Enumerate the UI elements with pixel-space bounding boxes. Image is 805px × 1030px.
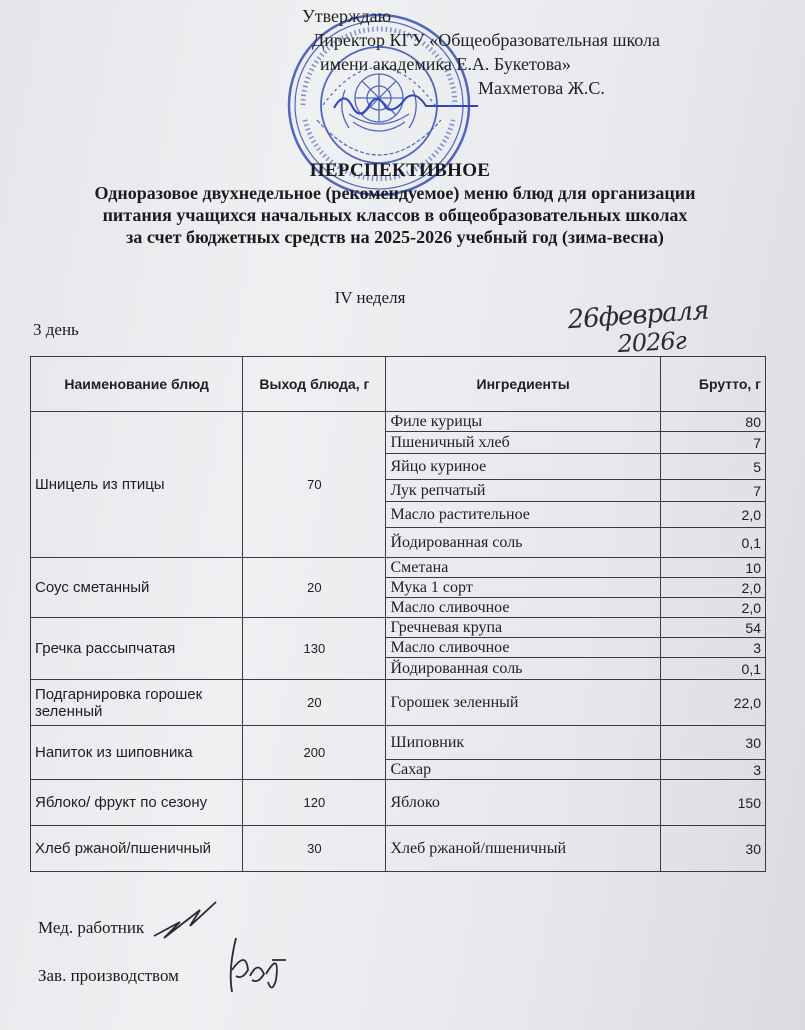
dish-name: Подгарнировка горошек зеленный — [31, 680, 243, 726]
header-yield: Выход блюда, г — [243, 357, 386, 412]
approval-signatory: Махметова Ж.С. — [478, 78, 605, 98]
dish-yield: 30 — [243, 826, 386, 872]
ingredient-brutto: 54 — [660, 618, 765, 638]
week-label: IV неделя — [334, 288, 406, 307]
dish-yield: 200 — [243, 726, 386, 780]
ingredient-name: Пшеничный хлеб — [386, 432, 660, 454]
table-row — [31, 726, 766, 760]
ingredient-brutto: 3 — [660, 760, 765, 780]
ingredient-name: Яблоко — [386, 780, 660, 826]
dish-yield: 120 — [243, 780, 386, 826]
dish-yield: 130 — [243, 618, 386, 680]
production-signature-label: Зав. производством — [38, 966, 179, 985]
svg-text:2026г: 2026г — [616, 326, 687, 358]
day-label: 3 день — [33, 320, 79, 339]
ingredient-name: Шиповник — [386, 726, 660, 760]
dish-name: Соус сметанный — [31, 558, 243, 618]
ingredient-name: Масло растительное — [386, 502, 660, 528]
menu-table — [30, 356, 766, 872]
table-row — [31, 826, 766, 872]
ingredient-brutto: 2,0 — [660, 578, 765, 598]
ingredient-name: Йодированная соль — [386, 528, 660, 558]
dish-yield: 20 — [243, 558, 386, 618]
menu-table-body — [31, 412, 766, 872]
ingredient-brutto: 7 — [660, 480, 765, 502]
ingredient-brutto: 80 — [660, 412, 765, 432]
dish-name: Гречка рассыпчатая — [31, 618, 243, 680]
ingredient-name: Гречневая крупа — [386, 618, 660, 638]
ingredient-brutto: 2,0 — [660, 502, 765, 528]
header-ingredients: Ингредиенты — [386, 357, 660, 412]
svg-text:26февраля: 26февраля — [566, 295, 710, 336]
medic-signature-label: Мед. работник — [38, 918, 145, 937]
ingredient-brutto: 150 — [660, 780, 765, 826]
ingredient-name: Горошек зеленный — [386, 680, 660, 726]
heading-title: ПЕРСПЕКТИВНОЕ — [309, 160, 491, 181]
ingredient-name: Сахар — [386, 760, 660, 780]
ingredient-brutto: 0,1 — [660, 528, 765, 558]
dish-name: Хлеб ржаной/пшеничный — [31, 826, 243, 872]
table-row — [31, 558, 766, 578]
ingredient-brutto: 7 — [660, 432, 765, 454]
table-row — [31, 680, 766, 726]
ingredient-name: Масло сливочное — [386, 638, 660, 658]
table-row — [31, 780, 766, 826]
ingredient-name: Хлеб ржаной/пшеничный — [386, 826, 660, 872]
heading-line-2: Одноразовое двухнедельное (рекомендуемое) меню блюд для организации — [94, 183, 696, 203]
heading-line-4: за счет бюджетных средств на 2025-2026 учебный год (зима-весна) — [126, 227, 664, 247]
dish-yield: 70 — [243, 412, 386, 558]
production-signature — [206, 930, 306, 1000]
ingredient-brutto: 30 — [660, 726, 765, 760]
ingredient-brutto: 22,0 — [660, 680, 765, 726]
ingredient-name: Сметана — [386, 558, 660, 578]
ingredient-name: Филе курицы — [386, 412, 660, 432]
dish-yield: 20 — [243, 680, 386, 726]
approval-school: имени академика Е.А. Букетова» — [320, 54, 571, 74]
ingredient-brutto: 0,1 — [660, 658, 765, 680]
ingredient-brutto: 30 — [660, 826, 765, 872]
table-row — [31, 618, 766, 638]
ingredient-name: Йодированная соль — [386, 658, 660, 680]
header-dish: Наименование блюд — [31, 357, 243, 412]
director-signature — [330, 84, 480, 124]
document-heading — [0, 160, 790, 248]
heading-line-3: питания учащихся начальных классов в общеобразовательных школах — [102, 205, 688, 225]
ingredient-brutto: 10 — [660, 558, 765, 578]
table-row — [31, 412, 766, 432]
dish-name: Напиток из шиповника — [31, 726, 243, 780]
approval-director: Директор КГУ «Общеобразовательная школа — [312, 30, 661, 50]
ingredient-name: Лук репчатый — [386, 480, 660, 502]
dish-name: Шницель из птицы — [31, 412, 243, 558]
ingredient-brutto: 5 — [660, 454, 765, 480]
dish-name: Яблоко/ фрукт по сезону — [31, 780, 243, 826]
ingredient-brutto: 3 — [660, 638, 765, 658]
header-brutto: Брутто, г — [660, 357, 765, 412]
ingredient-name: Мука 1 сорт — [386, 578, 660, 598]
table-header-row — [31, 357, 766, 412]
ingredient-name: Яйцо куриное — [386, 454, 660, 480]
ingredient-name: Масло сливочное — [386, 598, 660, 618]
approval-title: Утверждаю — [302, 6, 392, 26]
ingredient-brutto: 2,0 — [660, 598, 765, 618]
handwritten-date — [558, 292, 758, 358]
